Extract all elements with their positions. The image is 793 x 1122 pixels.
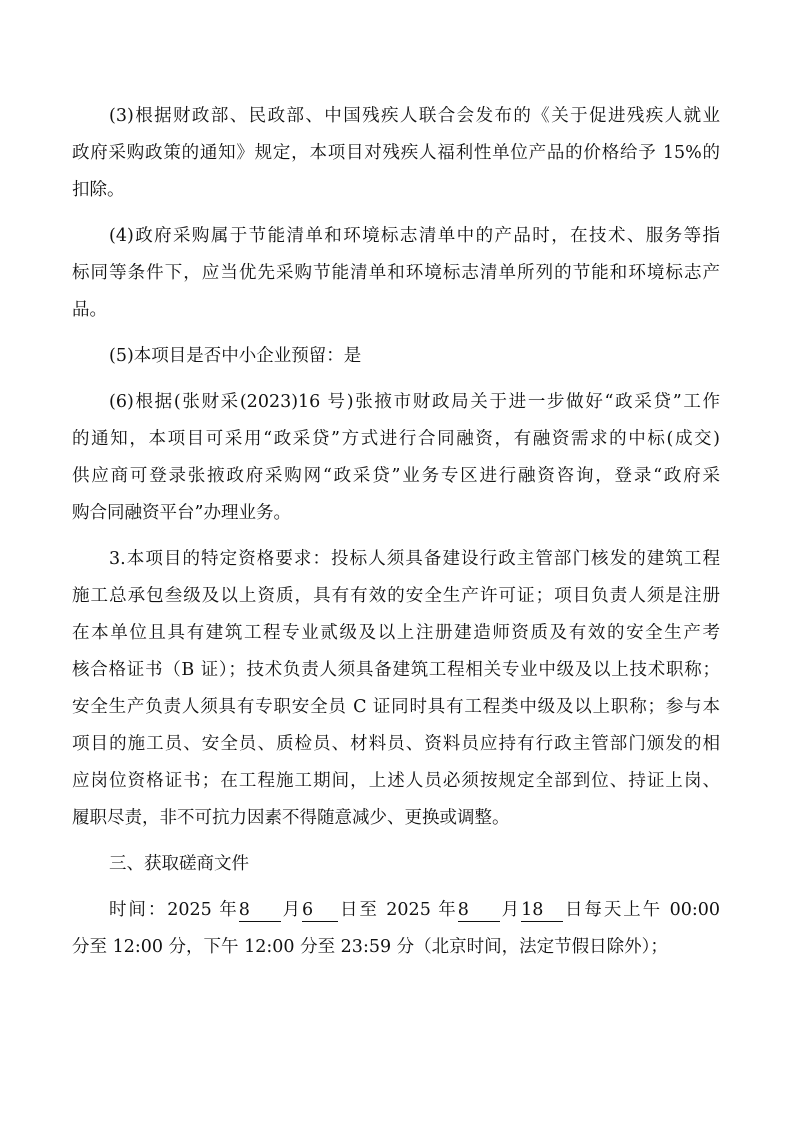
start-month-field: 8 [239,899,281,922]
text-line: 核合格证书（B 证）；技术负责人须具备建筑工程相关专业中级及以上技术职称； [72,660,720,680]
time-middle: 日至 2025 年 [338,900,458,920]
paragraph-qualification-requirements [72,541,720,837]
paragraph-disability-policy [72,98,720,209]
text-line: 供应商可登录张掖政府采购网“政采贷”业务专区进行融资咨询，登录“政府采 [72,466,720,486]
text-line: 政府采购政策的通知》规定，本项目对残疾人福利性单位产品的价格给予 15%的 [72,143,720,163]
section-heading-obtain-documents [72,846,720,883]
paragraph-time [72,892,720,966]
text-line: (6)根据(张财采(2023)16 号)张掖市财政局关于进一步做好“政采贷”工作 [109,392,720,412]
text-line: (5)本项目是否中小企业预留：是 [109,346,362,366]
time-prefix: 时间：2025 年 [109,900,239,920]
text-line: 购合同融资平台”办理业务。 [72,503,291,523]
month-label: 月 [280,900,303,920]
text-line: 应岗位资格证书；在工程施工期间，上述人员必须按规定全部到位、持证上岗、 [72,771,720,791]
section-heading: 三、获取磋商文件 [109,854,249,874]
document-body [72,98,720,966]
start-day-field: 6 [302,899,338,922]
paragraph-loan-policy [72,384,720,532]
text-line: 在本单位且具有建筑工程专业贰级及以上注册建造师资质及有效的安全生产考 [72,623,720,643]
month-label: 月 [499,900,522,920]
text-line: 分至 12:00 分，下午 12:00 分至 23:59 分（北京时间，法定节假日除外）； [72,937,668,957]
text-line: 品。 [72,300,107,320]
end-day-field: 18 [521,899,563,922]
text-line: (3)根据财政部、民政部、中国残疾人联合会发布的《关于促进残疾人就业 [109,106,720,126]
text-line: 施工总承包叁级及以上资质，具有有效的安全生产许可证；项目负责人须是注册 [72,586,720,606]
text-line: 3.本项目的特定资格要求：投标人须具备建设行政主管部门核发的建筑工程 [109,549,720,569]
text-line: 履职尽责，非不可抗力因素不得随意减少、更换或调整。 [72,808,510,828]
text-line: 安全生产负责人须具有专职安全员 C 证同时具有工程类中级及以上职称；参与本 [72,697,720,717]
text-line: 项目的施工员、安全员、质检员、材料员、资料员应持有行政主管部门颁发的相 [72,734,720,754]
text-line: 扣除。 [72,180,125,200]
time-suffix: 日每天上午 00:00 [563,900,721,920]
paragraph-energy-saving [72,218,720,329]
text-line: (4)政府采购属于节能清单和环境标志清单中的产品时，在技术、服务等指 [109,226,720,246]
text-line: 的通知，本项目可采用“政采贷”方式进行合同融资，有融资需求的中标(成交) [72,429,720,449]
end-month-field: 8 [458,899,500,922]
paragraph-sme-reservation [72,338,720,375]
time-line [72,892,720,929]
text-line: 标同等条件下，应当优先采购节能清单和环境标志清单所列的节能和环境标志产 [72,263,720,283]
